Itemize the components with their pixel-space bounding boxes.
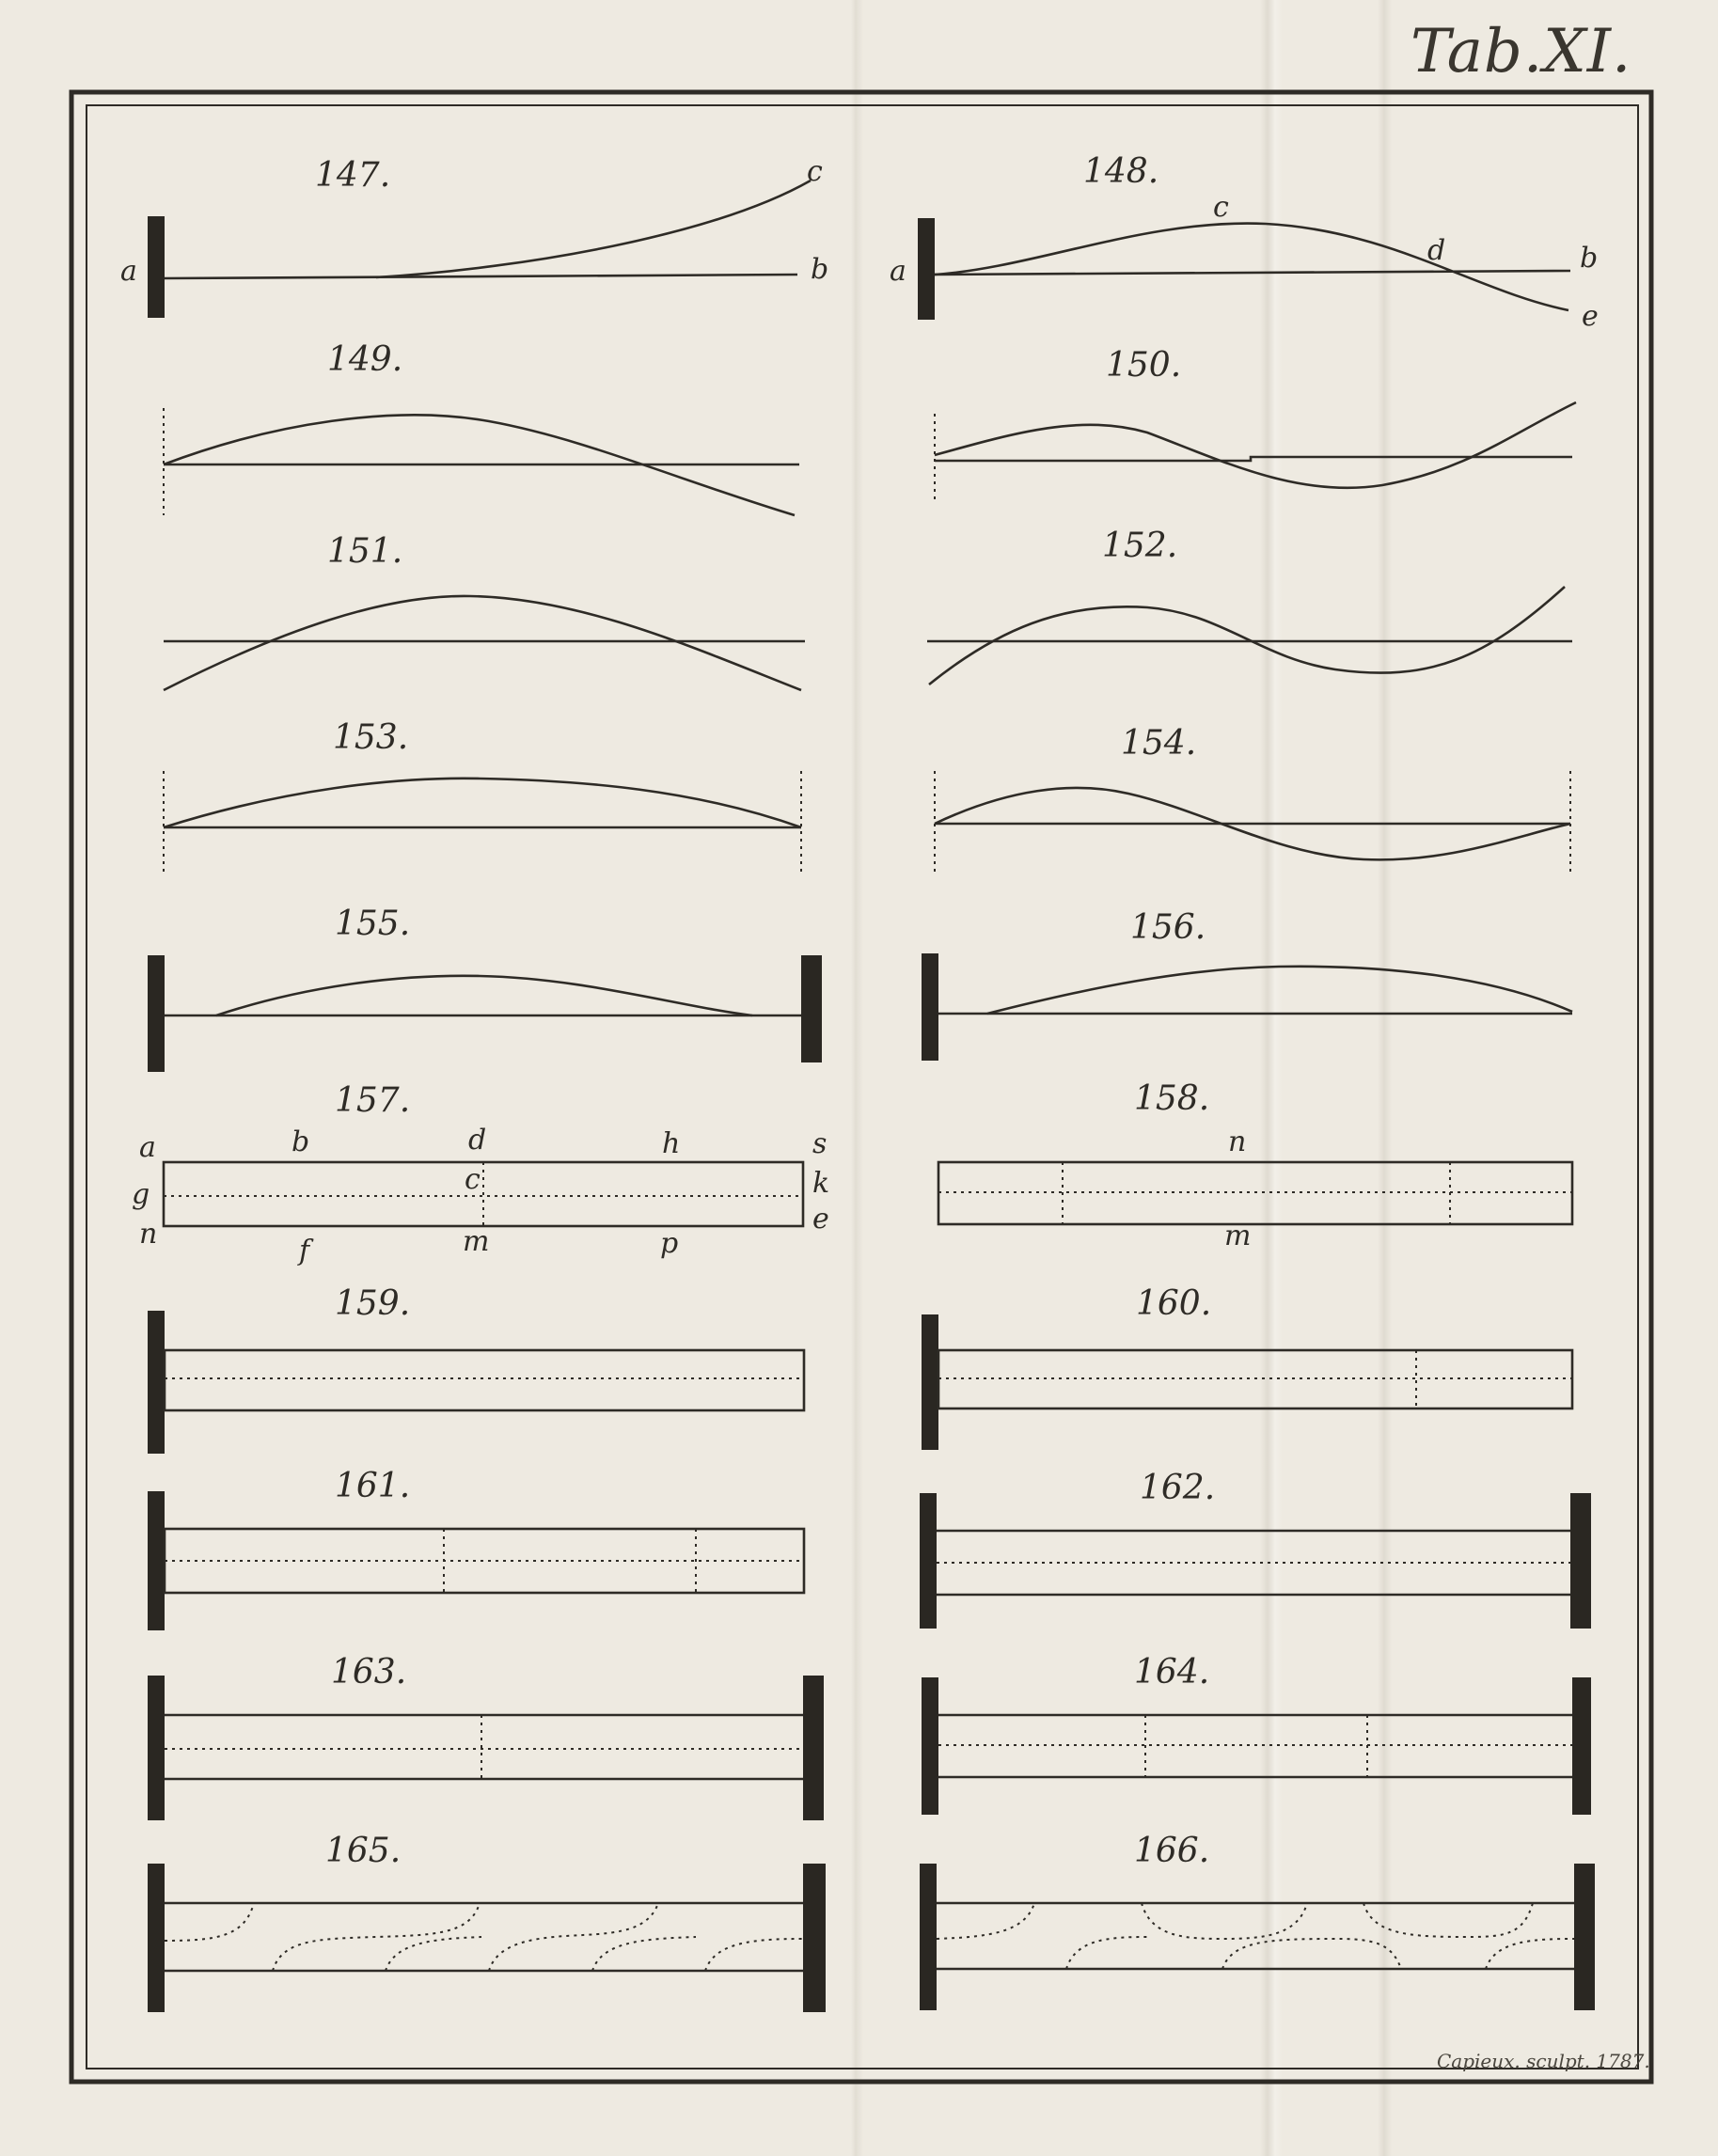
label-c: c — [807, 155, 823, 188]
label-m: m — [1224, 1220, 1252, 1252]
figure-157 — [132, 1124, 829, 1267]
label-e: e — [1582, 300, 1599, 333]
fig-150-number: 150. — [1106, 346, 1182, 385]
figure-155 — [148, 955, 822, 1072]
figure-165 — [148, 1864, 826, 2012]
fig-157-number: 157. — [335, 1081, 411, 1120]
wall-left — [920, 1864, 937, 2010]
engraver-signature: Capieux. sculpt. 1787. — [1437, 2050, 1650, 2072]
fig-165-number: 165. — [325, 1832, 402, 1870]
fig-154-number: 154. — [1121, 724, 1197, 763]
fig-153-number: 153. — [333, 718, 409, 757]
wall-left — [922, 1677, 938, 1815]
fig-148-number: 148. — [1083, 152, 1159, 191]
wall-left — [148, 1864, 165, 2012]
label-c: c — [1213, 191, 1229, 224]
figure-159 — [148, 1311, 804, 1454]
label-a: a — [139, 1131, 156, 1164]
label-c: c — [465, 1163, 481, 1196]
fig-164-number: 164. — [1134, 1653, 1210, 1692]
label-b: b — [292, 1125, 310, 1158]
label-b: b — [811, 253, 829, 286]
wall-left — [922, 1314, 938, 1450]
label-d: d — [1427, 234, 1446, 267]
figure-162 — [920, 1493, 1591, 1629]
figure-151 — [164, 596, 805, 690]
label-a: a — [120, 255, 137, 288]
wall-left — [920, 1493, 937, 1629]
figure-149 — [164, 408, 799, 515]
wall-right — [803, 1864, 826, 2012]
figure-166 — [920, 1864, 1595, 2010]
fig-156-number: 156. — [1130, 908, 1206, 947]
fig-155-number: 155. — [335, 905, 411, 943]
figure-163 — [148, 1676, 824, 1820]
label-g: g — [132, 1178, 150, 1211]
figure-153 — [164, 771, 801, 874]
figure-164 — [922, 1677, 1591, 1815]
label-s: s — [812, 1127, 827, 1160]
wall-left — [148, 216, 165, 318]
wall-right — [1574, 1864, 1595, 2010]
outer-frame — [71, 92, 1651, 2082]
label-f: f — [299, 1235, 310, 1267]
figure-154 — [935, 771, 1570, 874]
fig-152-number: 152. — [1102, 527, 1178, 565]
fig-160-number: 160. — [1136, 1284, 1212, 1323]
plate-title: Tab.XI. — [1411, 17, 1632, 87]
fig-162-number: 162. — [1140, 1469, 1216, 1507]
figure-152 — [927, 587, 1572, 685]
wall-right — [1570, 1493, 1591, 1629]
wall-left — [148, 1676, 165, 1820]
label-a: a — [890, 255, 906, 288]
figure-150 — [935, 402, 1576, 504]
fig-149-number: 149. — [327, 340, 403, 379]
label-e: e — [812, 1203, 829, 1235]
wall-left — [922, 953, 938, 1061]
fig-163-number: 163. — [331, 1653, 407, 1692]
figure-160 — [922, 1314, 1572, 1450]
label-n: n — [1228, 1125, 1247, 1158]
inner-frame — [87, 105, 1638, 2069]
wall-left — [148, 955, 165, 1072]
label-k: k — [812, 1167, 830, 1200]
fig-159-number: 159. — [335, 1284, 411, 1323]
wall-right — [1572, 1677, 1591, 1815]
figure-156 — [922, 953, 1572, 1061]
label-d: d — [468, 1124, 487, 1157]
fig-158-number: 158. — [1134, 1079, 1210, 1118]
label-n: n — [139, 1218, 158, 1251]
figure-161 — [148, 1491, 804, 1630]
wall-right — [801, 955, 822, 1062]
wall-left — [918, 218, 935, 320]
bar-outline — [165, 1350, 804, 1410]
figure-148 — [890, 191, 1599, 333]
label-m: m — [463, 1225, 490, 1258]
label-p: p — [660, 1227, 679, 1260]
fig-161-number: 161. — [335, 1467, 411, 1505]
wall-right — [803, 1676, 824, 1820]
label-h: h — [662, 1127, 681, 1160]
fig-151-number: 151. — [327, 532, 403, 571]
figure-158 — [938, 1125, 1572, 1252]
wall-left — [148, 1491, 165, 1630]
label-b: b — [1580, 242, 1599, 275]
fig-166-number: 166. — [1134, 1832, 1210, 1870]
wall-left — [148, 1311, 165, 1454]
figure-147 — [120, 155, 828, 318]
fig-147-number: 147. — [315, 156, 391, 195]
